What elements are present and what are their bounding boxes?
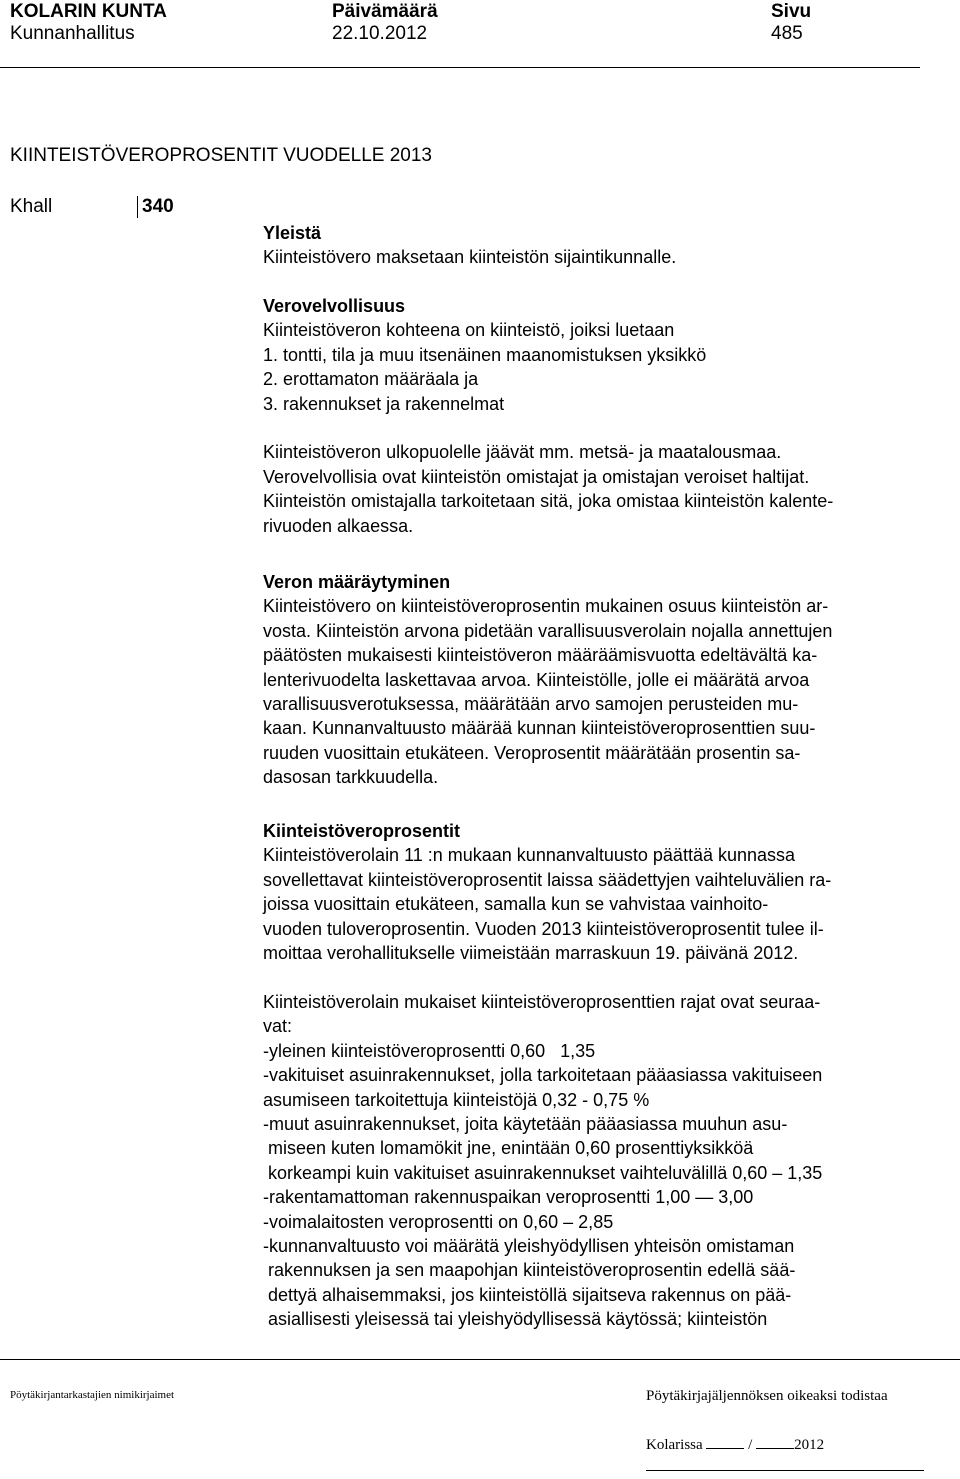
paragraph-line: vosta. Kiinteistön arvona pidetään varallisuusverolain nojalla annettujen [263,620,833,641]
certification-label: Pöytäkirjajäljennöksen oikeaksi todistaa [646,1388,888,1404]
body-name: Kunnanhallitus [10,23,135,44]
list-item: -voimalaitosten veroprosentti on 0,60 – 2,85 [263,1211,614,1232]
date-label: Päivämäärä [332,1,438,22]
paragraph-line: vat: [263,1016,293,1037]
list-item-cont: asumiseen tarkoitettuja kiinteistöjä 0,32 - 0,75 % [263,1089,650,1110]
header-rule [0,67,920,68]
day-blank[interactable] [706,1434,744,1449]
signatures-label: Pöytäkirjantarkastajien nimikirjaimet [10,1389,175,1401]
section-heading: Verovelvollisuus [263,296,406,316]
case-label: Khall [10,196,53,217]
list-item: -yleinen kiinteistöveroprosentti 0,60 1,35 [263,1040,596,1061]
place-date-line [646,1434,824,1454]
list-item-cont: korkeampi kuin vakituiset asuinrakennukset vaihteluvälillä 0,60 – 1,35 [268,1162,823,1183]
list-item-cont: dettyä alhaisemmaksi, jos kiinteistöllä sijaitseva rakennus on pää- [268,1284,792,1305]
section-maaraytyminen [263,570,931,790]
page-label: Sivu [771,1,812,22]
list-item: 2. erottamaton määräala ja [263,369,479,390]
section-yleista [263,221,931,270]
paragraph-line: vuoden tuloveroprosentin. Vuoden 2013 kiinteistöveroprosentit tulee il- [263,918,824,939]
list-item: 3. rakennukset ja rakennelmat [263,393,505,414]
org-name: KOLARIN KUNTA [10,1,167,22]
page-number: 485 [771,23,803,44]
paragraph-line: dasosan tarkkuudella. [263,767,439,788]
paragraph-line: moittaa verohallitukselle viimeistään marraskuun 19. päivänä 2012. [263,943,799,964]
section-heading: Veron määräytyminen [263,572,451,592]
section-heading: Yleistä [263,223,322,243]
list-item: 1. tontti, tila ja muu itsenäinen maanomistuksen yksikkö [263,344,707,365]
paragraph: Kiinteistöveron ulkopuolelle jäävät mm. metsä- ja maatalousmaa. [263,442,782,463]
section-heading: Kiinteistöveroprosentit [263,821,461,841]
list-item-cont: miseen kuten lomamökit jne, enintään 0,60 prosenttiyksikköä [268,1138,754,1159]
paragraph-line: ruuden vuosittain etukäteen. Veroprosentit määrätään prosentin sa- [263,742,801,763]
paragraph-line: Kiinteistöverolain mukaiset kiinteistöveroprosenttien rajat ovat seuraa- [263,992,821,1012]
paragraph-line: varallisuusverotuksessa, määrätään arvo samojen perusteiden mu- [263,694,799,715]
list-item: -rakentamattoman rakennuspaikan veroprosentti 1,00 — 3,00 [263,1187,754,1208]
paragraph-line: sovellettavat kiinteistöveroprosentit laissa säädettyjen vaihteluvälien ra- [263,869,832,890]
signature-line [646,1470,924,1471]
document-title: KIINTEISTÖVEROPROSENTIT VUODELLE 2013 [10,145,432,166]
month-blank[interactable] [756,1434,794,1449]
paragraph: Verovelvollisia ovat kiinteistön omistajat ja omistajan veroiset haltijat. [263,466,810,487]
list-item-cont: rakennuksen ja sen maapohjan kiinteistöveroprosentin edellä sää- [268,1260,796,1281]
date-value: 22.10.2012 [332,23,428,44]
year-label: 2012 [794,1437,825,1453]
list-item: -muut asuinrakennukset, joita käytetään pääasiassa muuhun asu- [263,1114,788,1135]
date-slash: / [748,1437,753,1453]
paragraph: Kiinteistöveron kohteena on kiinteistö, joiksi luetaan [263,320,675,341]
paragraph: Kiinteistövero maksetaan kiinteistön sijaintikunnalle. [263,247,677,268]
list-item: -vakituiset asuinrakennukset, jolla tarkoitetaan pääasiassa vakituiseen [263,1065,823,1086]
section-rajat [263,990,931,1332]
footer-rule [0,1359,960,1360]
paragraph-line: Kiinteistövero on kiinteistöveroprosentin mukainen osuus kiinteistön ar- [263,596,829,617]
section-prosentit [263,819,931,965]
paragraph-line: Kiinteistön omistajalla tarkoitetaan sitä, joka omistaa kiinteistön kalente- [263,491,834,512]
place-label: Kolarissa [646,1437,703,1453]
paragraph-line: kaan. Kunnanvaltuusto määrää kunnan kiinteistöveroprosenttien suu- [263,718,816,739]
list-item: -kunnanvaltuusto voi määrätä yleishyödyllisen yhteisön omistaman [263,1236,795,1257]
paragraph-line: lenterivuodelta laskettavaa arvoa. Kiinteistölle, jolle ei määrätä arvoa [263,669,810,690]
paragraph-line: joissa vuosittain etukäteen, samalla kun se vahvistaa vainhoito- [263,894,769,915]
section-verovelvollisuus [263,294,931,538]
case-number: 340 [137,196,174,218]
list-item-cont: asiallisesti yleisessä tai yleishyödyllisessä käytössä; kiinteistön [268,1309,768,1330]
paragraph-line: rivuoden alkaessa. [263,515,414,536]
paragraph-line: päätösten mukaisesti kiinteistöveron määräämisvuotta edeltävältä ka- [263,645,818,666]
paragraph-line: Kiinteistöverolain 11 :n mukaan kunnanvaltuusto päättää kunnassa [263,845,796,866]
